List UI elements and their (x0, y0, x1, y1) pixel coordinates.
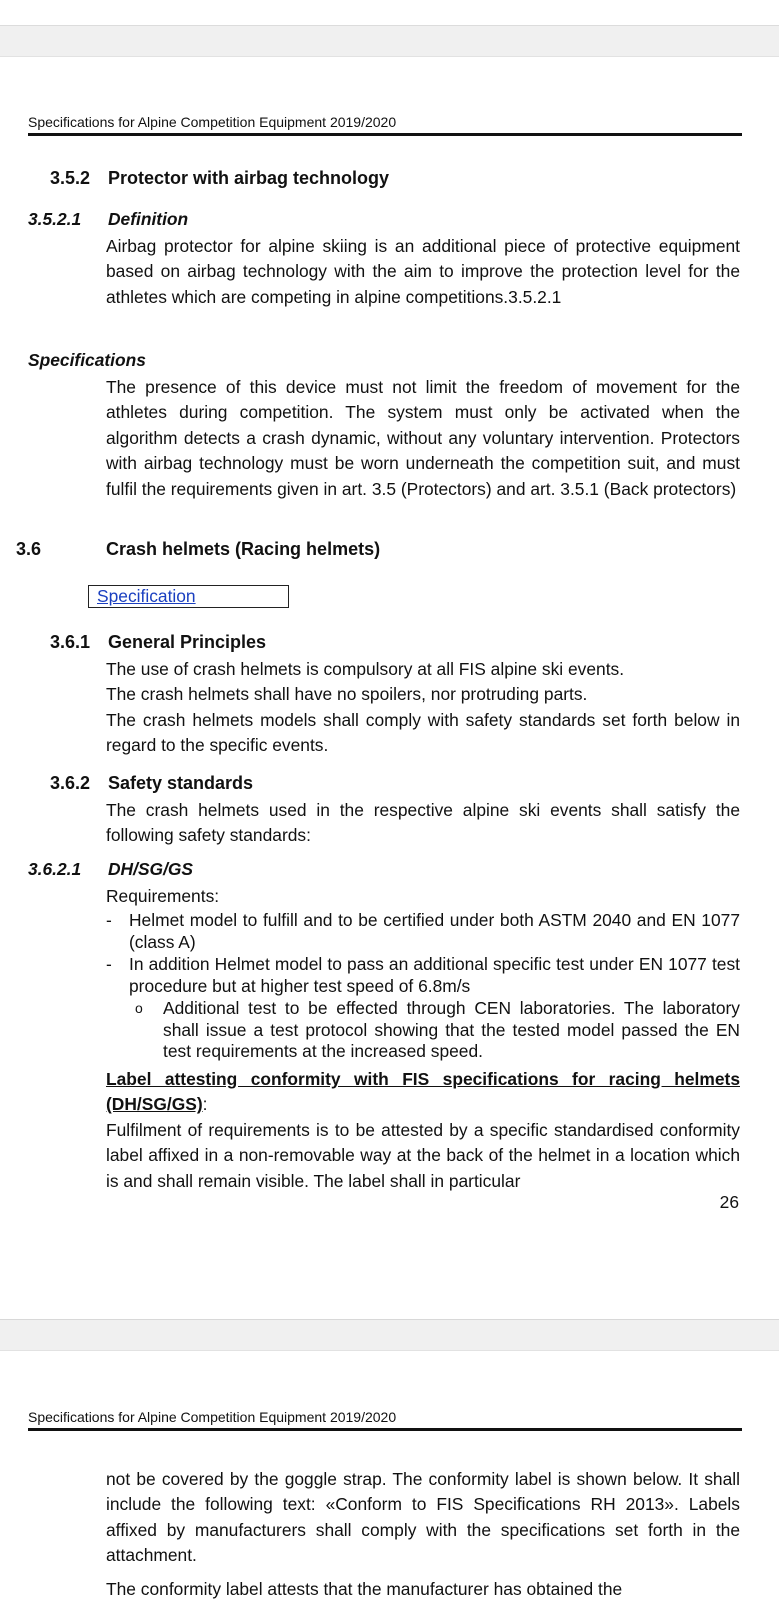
viewer-top-bar (0, 0, 779, 26)
conformity-heading-text: Label attesting conformity with FIS specifications for racing helmets (DH/SG/GS) (106, 1069, 740, 1115)
list-item (106, 910, 740, 953)
continuation-paragraph: not be covered by the goggle strap. The conformity label is shown below. It shall include the following text: «Conform to FIS Specifications RH 2013». Labels affixed by manufacturers shall comply with the specifications set forth in the attachment. (106, 1469, 740, 1566)
list-item-text: In addition Helmet model to pass an additional specific test under EN 1077 test procedure but at higher test speed of 6.8m/s (129, 954, 740, 996)
section-number-3-5-2-1: 3.5.2.1 (28, 209, 82, 229)
running-header: Specifications for Alpine Competition Equipment 2019/2020 (28, 114, 742, 136)
sub-list-item-text: Additional test to be effected through CEN laboratories. The laboratory shall issue a test protocol showing that the tested model passed the EN test requirements at the increased speed. (163, 998, 740, 1061)
section-title-3-5-2: Protector with airbag technology (108, 168, 390, 188)
requirements-label: Requirements: (106, 886, 220, 906)
dash-bullet: - (106, 954, 112, 974)
running-header: Specifications for Alpine Competition Equipment 2019/2020 (28, 1409, 742, 1431)
circle-bullet-icon: o (135, 1000, 143, 1016)
document-page-27 (0, 1350, 779, 1600)
principle-line: The crash helmets shall have no spoilers, nor protruding parts. (106, 684, 588, 705)
conformity-label-heading (106, 1067, 740, 1118)
section-number-3-6-1: 3.6.1 (50, 632, 91, 652)
section-title-dh-sg-gs: DH/SG/GS (108, 859, 194, 879)
heading-colon: : (202, 1094, 208, 1115)
section-title-3-6-2: Safety standards (108, 773, 254, 793)
section-number-3-6-2: 3.6.2 (50, 773, 91, 793)
sub-list-item (106, 998, 740, 1063)
list-item-text: Helmet model to fulfill and to be certified under both ASTM 2040 and EN 1077 (class A) (129, 910, 740, 952)
section-title-3-6: Crash helmets (Racing helmets) (106, 539, 381, 559)
specification-link[interactable]: Specification (97, 586, 196, 606)
conformity-label-section (106, 1067, 740, 1194)
section-title-definition: Definition (108, 209, 189, 229)
specification-link-box (88, 585, 289, 608)
conformity-label-paragraph: Fulfilment of requirements is to be attested by a specific standardised conformity label affixed in a non-removable way at the back of the helmet in a location which is and shall remain visible. The label shall in particular (106, 1119, 740, 1191)
section-number-3-6: 3.6 (16, 539, 42, 559)
requirements-list (106, 910, 740, 1063)
conformity-attestation-paragraph: The conformity label attests that the manufacturer has obtained the (106, 1579, 623, 1599)
page-number: 26 (719, 1192, 739, 1212)
dash-bullet: - (106, 910, 112, 930)
specifications-paragraph: The presence of this device must not limit the freedom of movement for the athletes during competition. The system must only be activated when the algorithm detects a crash dynamic, without any voluntary intervention. Protectors with airbag technology must be worn underneath the competition suit, and must fulfil the requirements given in art. 3.5 (Protectors) and art. 3.5.1 (Back protectors) (106, 377, 740, 499)
safety-standards-paragraph: The crash helmets used in the respective alpine ski events shall satisfy the following safety standards: (106, 800, 740, 846)
definition-paragraph: Airbag protector for alpine skiing is an additional piece of protective equipment based on airbag technology with the aim to improve the protection level for the athletes which are competing in alpine competitions.3.5.2.1 (106, 236, 740, 307)
section-number-3-5-2: 3.5.2 (50, 168, 91, 188)
general-principles-text (106, 657, 740, 759)
principle-line: The crash helmets models shall comply with safety standards set forth below in regard to the specific events. (106, 709, 740, 756)
section-number-3-6-2-1: 3.6.2.1 (28, 859, 82, 879)
document-page-26 (0, 56, 779, 1320)
list-item (106, 954, 740, 997)
principle-line: The use of crash helmets is compulsory at all FIS alpine ski events. (106, 659, 625, 679)
specifications-heading: Specifications (28, 350, 146, 370)
section-title-3-6-1: General Principles (108, 632, 267, 652)
